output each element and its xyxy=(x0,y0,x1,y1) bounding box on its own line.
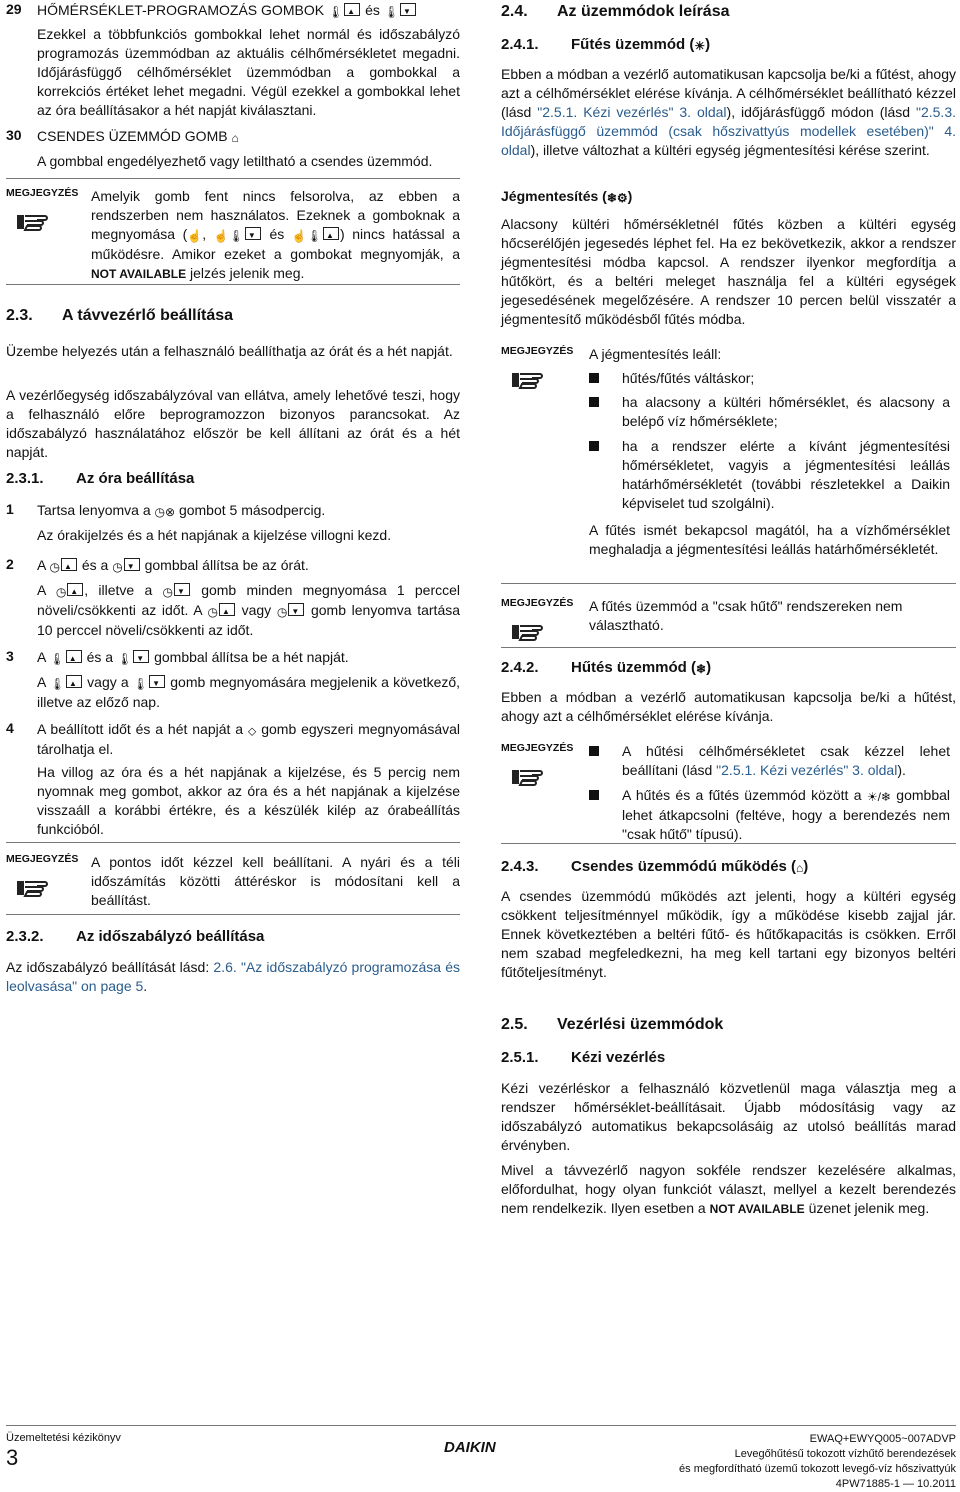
hand-press-icon: ☝ xyxy=(291,229,307,243)
bullet-item: A hűtési célhőmérsékletet csak kézzel lehet beállítani (lásd "2.5.1. Kézi vezérlés" 3. oldal). xyxy=(589,742,950,780)
divider xyxy=(6,842,460,843)
subsection-heading: 2.5.1. Kézi vezérlés xyxy=(501,1049,666,1066)
up-arrow-button-icon xyxy=(344,3,360,16)
subsection-heading: 2.3.1. Az óra beállítása xyxy=(6,470,195,487)
paragraph-heading: Jégmentesítés (❄⚙) xyxy=(501,187,632,207)
down-arrow-button-icon xyxy=(174,583,190,596)
paragraph: Alacsony kültéri hőmérsékletnél fűtés közben a kültéri egység hőcserélőjén jegesedés léphet fel. Ha ez bekövetkezik, akkor a rendszer jégmentesítési módba kapcsol. A rendszer ilyenkor megfordítja a hűtőkört, és a beltéri meleget használja fel a kültéri egységek jegesedésének megelőzésére. A rendszer 10 percen belül visszatér a jégmentesítő működésből fűtés módba. xyxy=(501,216,956,327)
up-arrow-button-icon xyxy=(66,650,82,663)
note-label: MEGJEGYZÉS xyxy=(501,742,574,754)
thermometer-icon: 🌡 xyxy=(49,677,65,691)
note-label: MEGJEGYZÉS xyxy=(501,345,574,357)
item-30-text: A gombbal engedélyezhető vagy letiltható a csendes üzemmód. xyxy=(37,153,433,169)
confirm-arrow-icon: ⬦ xyxy=(247,724,257,738)
paragraph: Mivel a távvezérlő nagyon sokféle rendszer kezelésére alkalmas, előfordulhat, hogy olyan funkciót választ, mellyel a kezelt berendezés nem rendelkezik. Ilyen esetben a NOT AVAILABLE üzenet jelenik meg. xyxy=(501,1162,956,1216)
up-arrow-button-icon xyxy=(61,558,77,571)
daikin-logo xyxy=(444,1438,516,1456)
note-label: MEGJEGYZÉS xyxy=(6,853,79,865)
quiet-mode-icon: ⌂ xyxy=(796,861,804,875)
down-arrow-button-icon xyxy=(149,675,165,688)
defrost-icon: ❄⚙ xyxy=(606,191,628,205)
thermometer-icon: 🌡 xyxy=(228,229,244,243)
note-box: MEGJEGYZÉS A jégmentesítés leáll: hűtés/fűtés váltáskor; ha alacsony a kültéri hőmérséklet, és alacsony a belépő víz hőmérséklete; ha a rendszer elérte a kívánt jégmentesítési hőmérsékletet, vagyis a jégmentesítési leállás határhőmérsékletét (további részletekkel a Daikin képviselet tud szolgálni). A fűtés ismét bekapcsol magától, ha a vízhőmérséklet meghaladja a jégmentesítési leállás határhőmérsékletét. xyxy=(501,345,950,557)
bullet-item: ha a rendszer elérte a kívánt jégmentesítési hőmérsékletet, vagyis a jégmentesítési leállás határhőmérsékletét (további részletekkel a Daikin képviselet tud szolgálni). xyxy=(589,437,950,513)
note-text: A pontos időt kézzel kell beállítani. A nyári és a téli időszámítás közötti áttéréskor is módosítani kell a beállítást. xyxy=(91,854,460,908)
divider xyxy=(501,843,956,844)
heat-cool-toggle-icon: ☀/❄ xyxy=(866,790,891,804)
thermometer-icon: 🌡 xyxy=(116,652,133,666)
svg-text:DAIKIN: DAIKIN xyxy=(444,1439,496,1456)
cancel-icon: ⊗ xyxy=(164,505,176,519)
pointing-hand-icon xyxy=(16,209,50,233)
pointing-hand-icon xyxy=(511,764,545,788)
bullet-item: ha alacsony a kültéri hőmérséklet, és alacsony a belépő víz hőmérséklete; xyxy=(589,393,950,431)
item-title: CSENDES ÜZEMMÓD GOMB xyxy=(37,128,228,144)
up-arrow-button-icon xyxy=(66,675,82,688)
paragraph: Ebben a módban a vezérlő automatikusan kapcsolja be/ki a hűtést, ahogy azt a célhőmérséklet elérése kívánja. xyxy=(501,689,956,724)
clock-icon: ◷ xyxy=(207,605,218,619)
clock-icon: ◷ xyxy=(276,605,288,619)
section-heading: 2.4. Az üzemmódok leírása xyxy=(501,3,730,20)
note-box xyxy=(501,597,956,647)
note-box xyxy=(6,187,460,283)
cross-reference-link[interactable]: "2.5.3. Időjárásfüggő üzemmód (csak hőszivattyús modellek esetében)" 4. oldal xyxy=(501,104,956,158)
down-arrow-button-icon xyxy=(288,603,304,616)
sun-heating-icon: ☀ xyxy=(694,39,706,53)
thermometer-icon: 🌡 xyxy=(132,677,149,691)
divider xyxy=(6,284,460,285)
hand-press-icon: ☝ xyxy=(213,229,229,243)
quiet-mode-icon: ⌂ xyxy=(231,131,239,145)
page-number: 3 xyxy=(6,1445,19,1470)
note-text: Amelyik gomb fent nincs felsorolva, az ebben a rendszerben nem használatos. Ezeknek a gomboknak a megnyomása (☝, ☝🌡▼ és ☝🌡▲ ) nincs hatással a működésre. Amikor ezeket a gombokat megnyomják, a NOT AVAILABLE jelzés jelenik meg. xyxy=(91,187,460,284)
snowflake-cooling-icon: ❄ xyxy=(696,662,707,676)
paragraph: A csendes üzemmódú működés azt jelenti, hogy a kültéri egység csökkent teljesítménnyel működik, így a működése kisebb zajjal jár. Ennek következtében a beltéri fűtő- és hűtőkapacitás is csökken. Erről nem szabad megfeledkezni, ha meg kell tartani egy bizonyos beltéri fűtőteljesítményt. xyxy=(501,888,956,980)
bullet-item: hűtés/fűtés váltáskor; xyxy=(589,369,950,388)
note-box xyxy=(501,742,956,842)
item-number: 29 xyxy=(6,1,22,17)
down-arrow-button-icon xyxy=(245,227,261,240)
clock-icon: ◷ xyxy=(55,585,67,599)
subsection-heading: 2.3.2. Az időszabályzó beállítása xyxy=(6,928,265,945)
divider xyxy=(501,583,956,584)
divider xyxy=(501,647,956,648)
down-arrow-button-icon xyxy=(124,558,140,571)
footer-description: Levegőhűtésű tokozott vízhűtő berendezések xyxy=(734,1448,956,1460)
pointing-hand-icon xyxy=(511,619,545,643)
footer-model: EWAQ+EWYQ005~007ADVP xyxy=(809,1433,956,1445)
item-number: 30 xyxy=(6,127,22,143)
item-29-text: Ezekkel a többfunkciós gombokkal lehet normál és időszabályzó programozás üzemmódban az aktuális célhőmérsékletet megadni. Időjárásfüggő célhőmérséklet üzemmódban a gombokkal a korrekciós értéket lehet megadni. Végül ezekkel a gombokkal lehet az óra beállításakor a hét napját kiválasztani. xyxy=(37,26,460,118)
down-arrow-button-icon xyxy=(400,3,416,16)
footer-right xyxy=(679,1432,956,1492)
divider xyxy=(6,914,460,915)
footer-document-code: 4PW71885-1 — 10.2011 xyxy=(835,1478,956,1490)
clock-icon: ◷ xyxy=(162,585,173,599)
cross-reference-link[interactable]: "2.5.1. Kézi vezérlés" 3. oldal xyxy=(537,104,727,120)
thermometer-icon: 🌡 xyxy=(306,229,323,243)
paragraph: Üzembe helyezés után a felhasználó beállíthatja az órát és a hét napját. xyxy=(6,343,453,359)
clock-icon: ◷ xyxy=(49,560,60,574)
up-arrow-button-icon xyxy=(67,583,83,596)
subsection-heading: 2.4.2. Hűtés üzemmód (❄) xyxy=(501,659,712,676)
note-text: A fűtés üzemmód a "csak hűtő" rendszereken nem választható. xyxy=(589,598,903,633)
note-label: MEGJEGYZÉS xyxy=(501,597,574,609)
subsection-heading: 2.4.3. Csendes üzemmódú működés (⌂) xyxy=(501,858,809,875)
note-box xyxy=(6,853,460,911)
cross-reference-link[interactable]: "2.5.1. Kézi vezérlés" 3. oldal xyxy=(716,762,898,778)
bullet-item: A hűtés és a fűtés üzemmód között a ☀/❄ gombbal lehet átkapcsolni (feltéve, hogy a berendezés nem "csak hűtő" típusú). xyxy=(589,786,950,844)
cross-reference-link[interactable]: 2.6. "Az időszabályzó programozása és leolvasása" on page 5 xyxy=(6,959,461,994)
up-arrow-button-icon xyxy=(323,227,339,240)
paragraph: Kézi vezérléskor a felhasználó közvetlenül maga választja meg a rendszer hőmérséklet-beállításait. Újabb módosításig vagy az időszabályzó automatikus bekapcsolásáig az utolsó beállítás marad érvényben. xyxy=(501,1080,956,1153)
footer-manual-title: Üzemeltetési kézikönyv xyxy=(6,1432,121,1444)
paragraph: Ebben a módban a vezérlő automatikusan kapcsolja be/ki a fűtést, ahogy azt a célhőmérséklet elérése kívánja. A célhőmérséklet beállítható kézzel (lásd "2.5.1. Kézi vezérlés" 3. oldal), időjárásfüggő módon (lásd "2.5.3. Időjárásfüggő üzemmód (csak hőszivattyús modellek esetében)" 4. oldal), illetve változhat a kültéri egység jégmentesítési kérése szerint. xyxy=(501,66,956,158)
thermometer-icon: 🌡 xyxy=(327,5,344,19)
thermometer-icon: 🌡 xyxy=(383,5,399,19)
footer-description: és megfordítható üzemű tokozott levegő-víz hőszivattyúk xyxy=(679,1463,956,1475)
section-heading: 2.3. A távvezérlő beállítása xyxy=(6,307,234,324)
clock-icon: ◷ xyxy=(154,505,165,519)
divider xyxy=(6,178,460,179)
paragraph: A vezérlőegység időszabályzóval van ellátva, amely lehetővé teszi, hogy a felhasználó előre beprogramozzon bizonyos parancsokat. Az időszabályzó használatához először be kell állítani az órát és a hét napját. xyxy=(6,387,460,460)
note-label: MEGJEGYZÉS xyxy=(6,187,79,199)
pointing-hand-icon xyxy=(511,367,545,391)
paragraph: Az időszabályzó beállítását lásd: 2.6. "Az időszabályzó programozása és leolvasása" on page 5. xyxy=(6,959,461,994)
section-heading: 2.5. Vezérlési üzemmódok xyxy=(501,1016,724,1033)
footer-divider xyxy=(6,1425,956,1426)
pointing-hand-icon xyxy=(16,875,50,899)
item-title: HŐMÉRSÉKLET-PROGRAMOZÁS GOMBOK xyxy=(37,2,325,18)
thermometer-icon: 🌡 xyxy=(49,652,65,666)
down-arrow-button-icon xyxy=(133,650,149,663)
clock-icon: ◷ xyxy=(112,560,123,574)
hand-press-icon: ☝ xyxy=(187,229,203,243)
up-arrow-button-icon xyxy=(219,603,235,616)
subsection-heading: 2.4.1. Fűtés üzemmód (☀) xyxy=(501,36,711,53)
